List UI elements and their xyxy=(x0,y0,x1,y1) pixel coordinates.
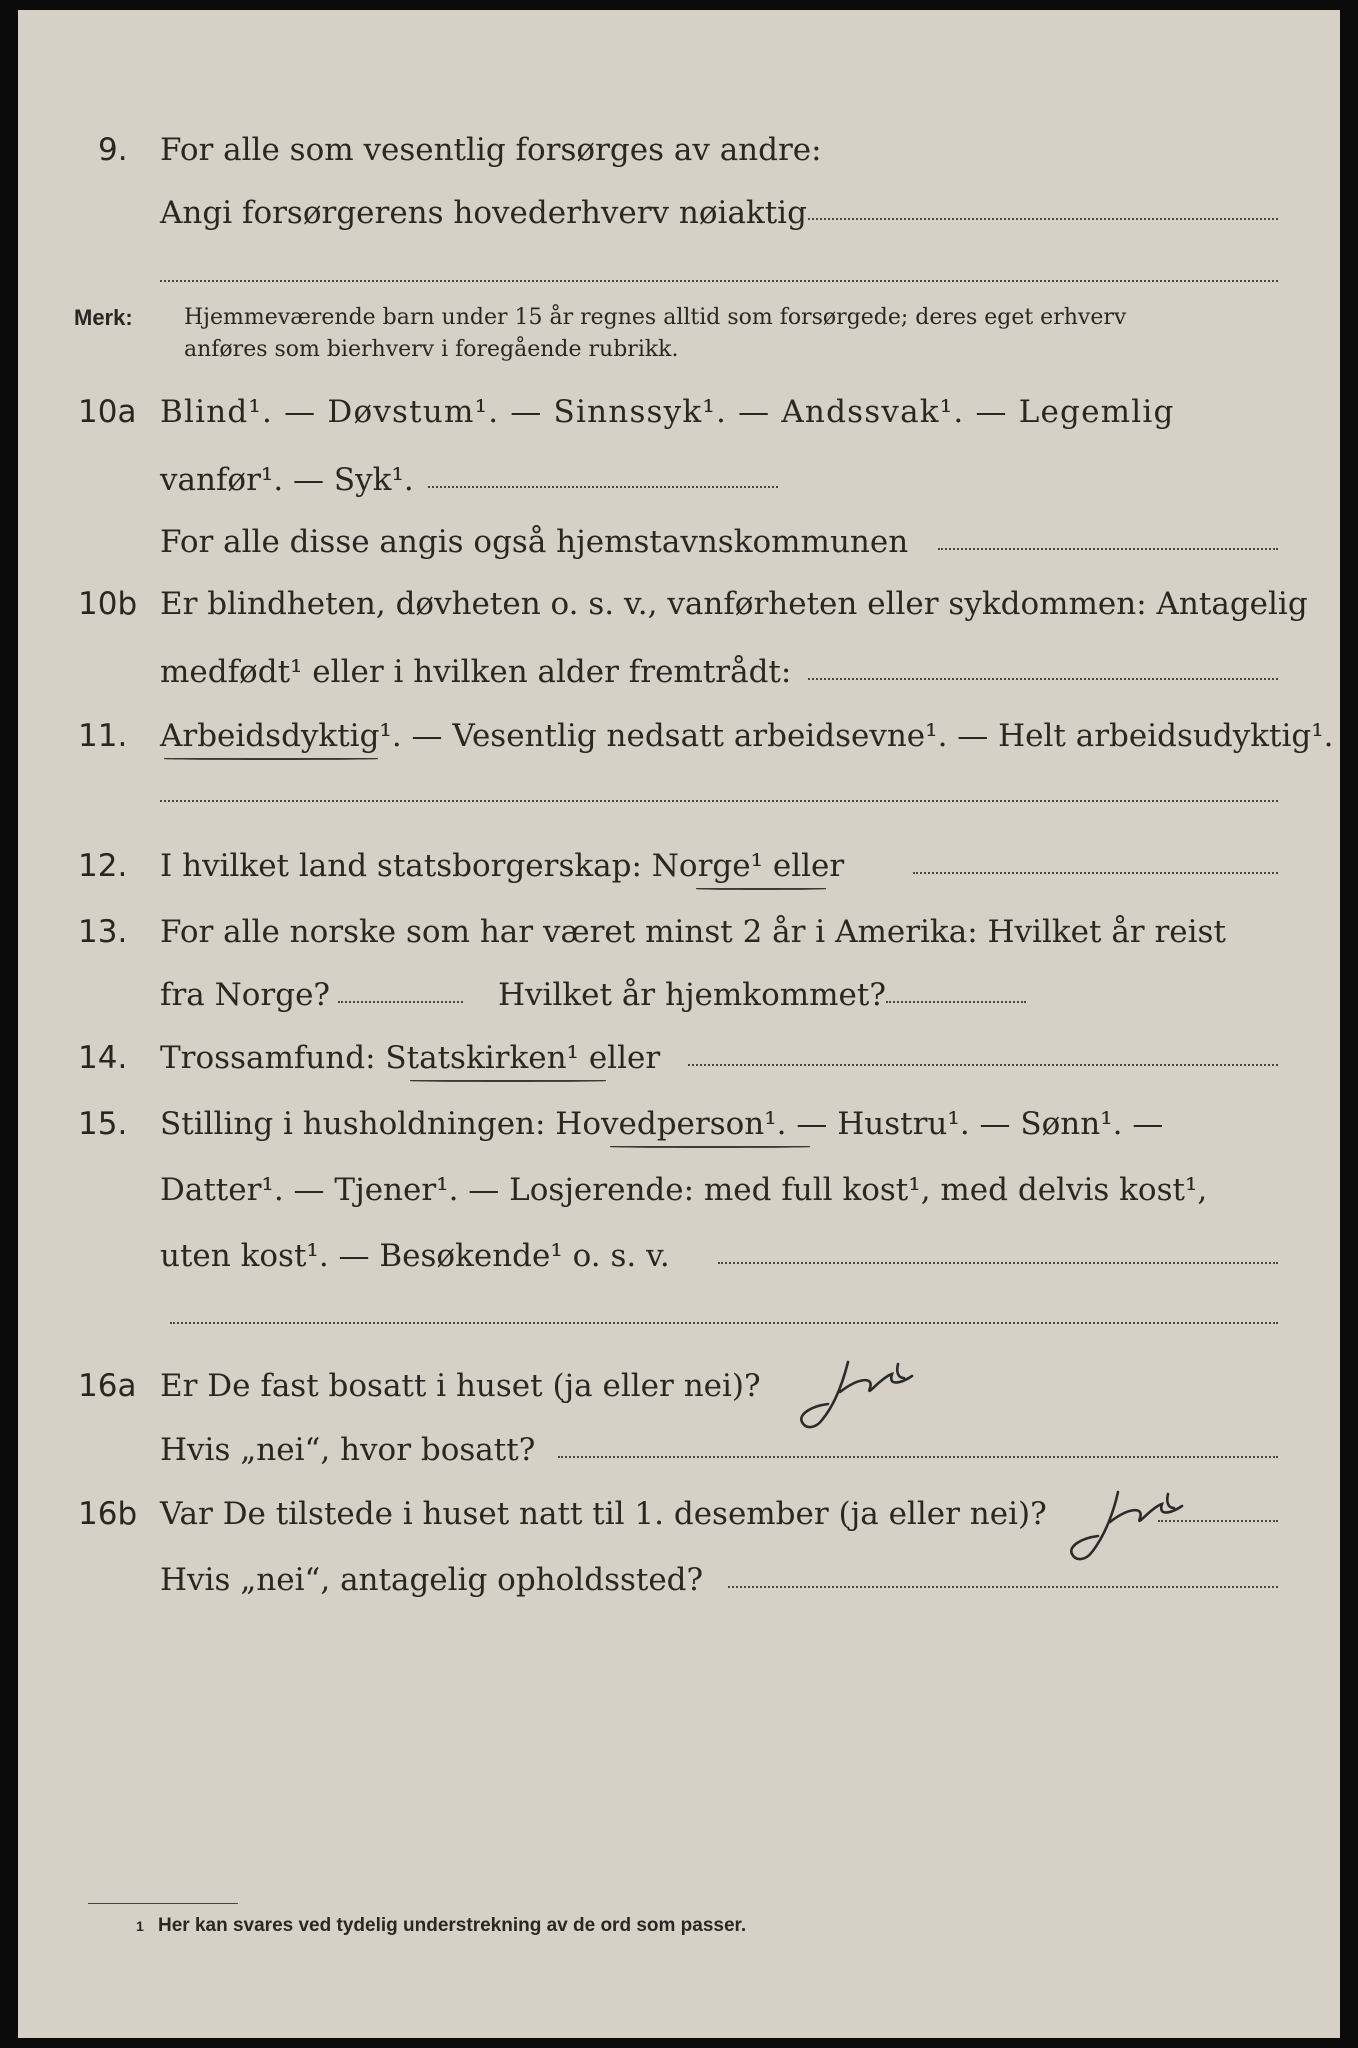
footnote-divider xyxy=(88,1903,238,1904)
q9-answer-field[interactable] xyxy=(808,218,1278,220)
q10b-line2: medfødt¹ eller i hvilken alder fremtrådt: xyxy=(160,654,792,690)
q14-statskirken-underline xyxy=(410,1080,606,1082)
q16b-number: 16b xyxy=(78,1496,138,1532)
q15-line1: Stilling i husholdningen: Hovedperson¹. — Hustru¹. — Sønn¹. — xyxy=(160,1106,1164,1142)
q16a-bosatt-field[interactable] xyxy=(558,1456,1278,1458)
q16b-line1: Var De tilstede i huset natt til 1. desember (ja eller nei)? xyxy=(160,1496,1047,1532)
q15-number: 15. xyxy=(78,1106,128,1142)
q15-hovedperson-underline xyxy=(610,1146,810,1148)
q14-answer-field[interactable] xyxy=(688,1064,1278,1066)
census-form-page xyxy=(18,10,1340,2038)
q13-number: 13. xyxy=(78,914,128,950)
q10a-answer-field[interactable] xyxy=(428,486,778,488)
q9-number: 9. xyxy=(98,132,128,168)
q16a-number: 16a xyxy=(78,1368,137,1404)
q13-line2b: Hvilket år hjemkommet? xyxy=(498,977,886,1013)
q16a-line2: Hvis „nei“, hvor bosatt? xyxy=(160,1432,536,1468)
q15-line3: uten kost¹. — Besøkende¹ o. s. v. xyxy=(160,1238,670,1274)
q9-line1: For alle som vesentlig forsørges av andre: xyxy=(160,132,822,168)
q12-number: 12. xyxy=(78,848,128,884)
q14-number: 14. xyxy=(78,1040,128,1076)
q10a-hjemstavn-field[interactable] xyxy=(938,548,1278,550)
q13-hjemkommet-field[interactable] xyxy=(886,1001,1026,1003)
q10a-line2: vanfør¹. — Syk¹. xyxy=(160,462,414,498)
merk-line1: Hjemmeværende barn under 15 år regnes alltid som forsørgede; deres eget erhverv xyxy=(184,305,1127,330)
q12-line1: I hvilket land statsborgerskap: Norge¹ eller xyxy=(160,848,845,884)
q10b-answer-field[interactable] xyxy=(808,678,1278,680)
merk-line2: anføres som bierhverv i foregående rubrikk. xyxy=(184,337,679,362)
q16b-answer-field[interactable] xyxy=(1158,1520,1278,1522)
q10b-number: 10b xyxy=(78,586,138,622)
q13-line1: For alle norske som har været minst 2 år i Amerika: Hvilket år reist xyxy=(160,914,1226,950)
q13-reist-field[interactable] xyxy=(338,1001,463,1003)
q11-number: 11. xyxy=(78,718,128,754)
q12-answer-field[interactable] xyxy=(913,872,1278,874)
q16b-handwritten-answer xyxy=(1058,1482,1208,1572)
q10a-number: 10a xyxy=(78,394,137,430)
q10a-line1: Blind¹. — Døvstum¹. — Sinnssyk¹. — Andssvak¹. — Legemlig xyxy=(160,394,1175,430)
q12-norge-underline xyxy=(696,888,826,890)
q16a-line1: Er De fast bosatt i huset (ja eller nei)? xyxy=(160,1368,761,1404)
q14-line1: Trossamfund: Statskirken¹ eller xyxy=(160,1040,661,1076)
q10a-line3: For alle disse angis også hjemstavnskommunen xyxy=(160,524,909,560)
q16a-handwritten-answer xyxy=(788,1348,928,1438)
q11-line1: Arbeidsdyktig¹. — Vesentlig nedsatt arbeidsevne¹. — Helt arbeidsudyktig¹. xyxy=(160,718,1334,754)
q15-answer-field[interactable] xyxy=(718,1262,1278,1264)
footnote-marker: 1 xyxy=(136,1918,144,1934)
q9-line2: Angi forsørgerens hovederhverv nøiaktig xyxy=(160,195,807,231)
footnote-text: Her kan svares ved tydelig understrekning av de ord som passer. xyxy=(158,1915,747,1936)
q15-line2: Datter¹. — Tjener¹. — Losjerende: med full kost¹, med delvis kost¹, xyxy=(160,1172,1208,1208)
q11-answer-field[interactable] xyxy=(160,800,1278,802)
q16b-line2: Hvis „nei“, antagelig opholdssted? xyxy=(160,1562,704,1598)
q10b-line1: Er blindheten, døvheten o. s. v., vanførheten eller sykdommen: Antagelig xyxy=(160,586,1308,622)
q16b-opholdssted-field[interactable] xyxy=(728,1586,1278,1588)
q13-line2a: fra Norge? xyxy=(160,977,331,1013)
merk-label: Merk: xyxy=(74,305,133,330)
q11-arbeidsdyktig-underline xyxy=(164,758,378,760)
q15-answer-field-2[interactable] xyxy=(170,1322,1278,1324)
q9-answer-field-2[interactable] xyxy=(160,280,1278,282)
